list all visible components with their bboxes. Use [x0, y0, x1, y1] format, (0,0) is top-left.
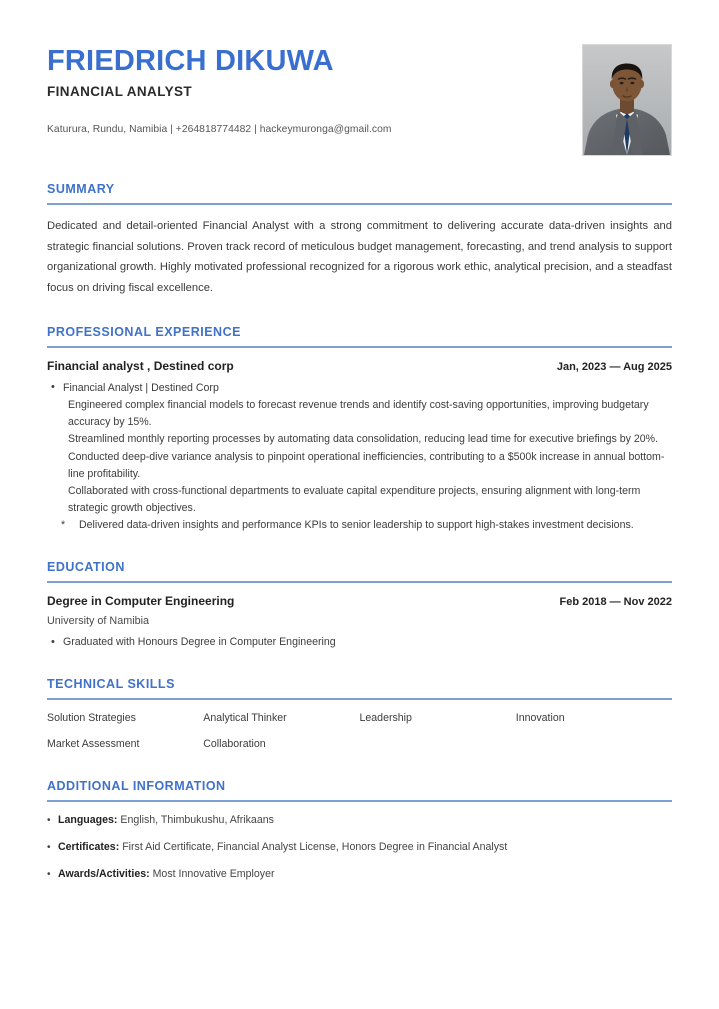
education-entry — [47, 594, 672, 651]
section-summary — [47, 182, 672, 299]
education-entry-header — [47, 594, 672, 608]
section-divider — [47, 346, 672, 348]
skill-item: Analytical Thinker — [203, 712, 287, 725]
info-value: First Aid Certificate, Financial Analyst License, Honors Degree in Financial Analyst — [122, 841, 508, 854]
list-item — [47, 813, 672, 829]
list-item — [47, 867, 672, 883]
candidate-job-title: FINANCIAL ANALYST — [47, 84, 193, 100]
education-title: Degree in Computer Engineering — [47, 594, 235, 609]
skill-item: Leadership — [359, 712, 412, 725]
profile-photo — [582, 44, 672, 156]
skill-item: Solution Strategies — [47, 712, 136, 725]
section-heading-experience: PROFESSIONAL EXPERIENCE — [47, 324, 241, 339]
section-additional-information — [47, 779, 672, 883]
info-label: Awards/Activities: — [58, 868, 150, 880]
skills-grid — [47, 711, 672, 753]
section-divider — [47, 800, 672, 802]
list-item: • Graduated with Honours Degree in Computer Engineering — [47, 634, 672, 651]
experience-entry-header — [47, 359, 672, 373]
experience-sub-line: Conducted deep-dive variance analysis to pinpoint operational inefficiencies, contributing to a $500k increase in annual bottom-line profitability. — [68, 450, 665, 480]
info-label: Certificates: — [58, 841, 120, 854]
education-date: Feb 2018 — Nov 2022 — [559, 596, 672, 609]
experience-sub-line: Collaborated with cross-functional departments to evaluate capital expenditure projects, ensuring alignment with long-term strategic growth objectives. — [68, 484, 641, 514]
education-bullet-list — [47, 634, 672, 651]
info-value: English, Thimbukushu, Afrikaans — [120, 814, 274, 827]
section-experience — [47, 325, 672, 534]
section-divider — [47, 698, 672, 700]
skill-item: Collaboration — [203, 738, 266, 751]
header-text-block — [47, 44, 566, 138]
contact-line: Katurura, Rundu, Namibia | +264818774482 | hackeymuronga@gmail.com — [47, 124, 392, 136]
experience-asterisk-line: * Delivered data-driven insights and performance KPIs to senior leadership to support high-stakes investment decisions. — [63, 517, 672, 534]
education-institution: University of Namibia — [47, 615, 150, 628]
skill-item: Market Assessment — [47, 738, 140, 751]
candidate-name: FRIEDRICH DIKUWA — [47, 45, 334, 77]
section-divider — [47, 581, 672, 583]
info-label: Languages: — [58, 814, 118, 827]
additional-info-list — [47, 813, 672, 883]
section-divider — [47, 203, 672, 205]
section-education — [47, 560, 672, 651]
summary-text: Dedicated and detail-oriented Financial Analyst with a strong commitment to delivering accurate data-driven insights and strategic financial solutions. Proven track record of meticulous budget management, forecasting, and trend analysis to support organizational growth. Highly motivated professional recognized for a rigorous work ethic, analytical precision, and a steadfast focus on driving fiscal excellence. — [47, 220, 672, 295]
info-value: Most Innovative Employer — [152, 868, 275, 880]
list-item — [47, 380, 672, 534]
experience-date: Jan, 2023 — Aug 2025 — [556, 360, 672, 373]
profile-photo-image — [583, 45, 671, 155]
section-heading-skills: TECHNICAL SKILLS — [47, 677, 175, 692]
experience-title: Financial analyst , Destined corp — [47, 358, 234, 373]
section-skills — [47, 677, 672, 753]
skill-item: Innovation — [515, 712, 565, 725]
experience-bullet-list — [47, 380, 672, 534]
experience-sub-line: Streamlined monthly reporting processes by automating data consolidation, reducing lead time for executive briefings by 20%. — [68, 433, 659, 446]
resume-header — [47, 40, 672, 156]
experience-bullet-lead: Financial Analyst | Destined Corp — [63, 381, 219, 394]
section-heading-education: EDUCATION — [47, 560, 125, 575]
experience-sub-line: Engineered complex financial models to forecast revenue trends and identify cost-saving opportunities, improving budgetary accuracy by 15%. — [68, 399, 649, 429]
list-item — [47, 840, 672, 856]
section-heading-additional-information: ADDITIONAL INFORMATION — [47, 779, 226, 794]
experience-entry — [47, 359, 672, 534]
section-heading-summary: SUMMARY — [47, 182, 115, 196]
